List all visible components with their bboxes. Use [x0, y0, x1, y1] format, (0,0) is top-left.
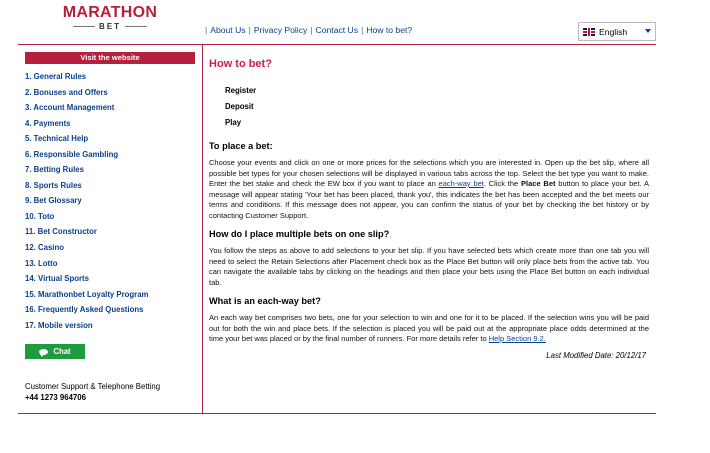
footer-divider — [18, 413, 656, 414]
chat-button[interactable] — [25, 344, 85, 359]
chevron-down-icon — [645, 29, 651, 33]
last-modified-date: Last Modified Date: 20/12/17 — [546, 350, 646, 360]
chat-bubble-icon — [39, 349, 48, 355]
support-label: Customer Support & Telephone Betting — [25, 382, 161, 392]
nav-privacy-policy[interactable]: Privacy Policy — [253, 25, 308, 35]
section-title-multiple-bets: How do I place multiple bets on one slip? — [209, 229, 390, 239]
each-way-bet-link[interactable]: each-way bet — [438, 179, 484, 188]
logo-bar-left — [73, 26, 95, 27]
marathonbet-logo[interactable] — [60, 5, 160, 33]
nav-how-to-bet[interactable]: How to bet? — [366, 25, 413, 35]
support-phone: +44 1273 964706 — [25, 393, 86, 403]
menu-bonuses-offers[interactable]: 2. Bonuses and Offers — [25, 87, 108, 97]
logo-bar-right — [125, 26, 147, 27]
menu-responsible-gambling[interactable]: 6. Responsible Gambling — [25, 149, 119, 159]
menu-betting-rules[interactable]: 7. Betting Rules — [25, 165, 84, 175]
section-text-multiple-bets: You follow the steps as above to add selections to your bet slip. If you have selected bets which create more than one tab you will need to select the Retain Selections after Placement check box as the Place Bet button will only place bets from the active tab. You can navigate the available tabs by clicking on the headings and then place your bets using the Place Bet button on each individual tab. — [209, 246, 649, 287]
section-text-place-bet: Choose your events and click on one or more prices for the selections which you are interested in. Open up the bet slip, where all possible bet types for your chosen selections will be displayed in various tabs across the top. Select the bet type you want to make. Enter the bet stake and check the EW box if you want to place an each-way bet. Click the Place Bet button to place your bet. A message will appear stating 'Your bet has been placed, thank you', this indicates the bet has been accepted and the bet meets our terms and conditions. If this message does not appear, you can confirm the status of your bet by checking the bet history or by contacting Customer Support. — [209, 158, 650, 220]
menu-toto[interactable]: 10. Toto — [25, 211, 55, 221]
help-section-link[interactable]: Help Section 9.2. — [488, 334, 546, 343]
sublink-play[interactable]: Play — [225, 118, 242, 127]
language-selected: English — [599, 26, 628, 37]
logo-subline — [60, 22, 160, 31]
column-divider — [202, 44, 203, 414]
logo-bet-text: BET — [99, 22, 121, 31]
nav-about-us[interactable]: About Us — [210, 25, 246, 35]
section-title-each-way: What is an each-way bet? — [209, 296, 321, 306]
menu-lotto[interactable]: 13. Lotto — [25, 258, 58, 268]
sidebar — [25, 52, 195, 403]
page-title: How to bet? — [209, 58, 272, 70]
visit-website-button[interactable]: Visit the website — [25, 52, 195, 64]
uk-flag-icon — [583, 28, 595, 36]
logo-wordmark: MARATHON — [62, 4, 158, 21]
menu-virtual-sports[interactable]: 14. Virtual Sports — [25, 274, 89, 284]
menu-technical-help[interactable]: 5. Technical Help — [25, 134, 89, 144]
section-title-place-bet: To place a bet: — [209, 141, 273, 151]
sublink-deposit[interactable]: Deposit — [225, 102, 254, 111]
menu-casino[interactable]: 12. Casino — [25, 243, 64, 253]
language-select[interactable] — [578, 22, 656, 41]
menu-payments[interactable]: 4. Payments — [25, 118, 71, 128]
section-text-each-way: An each way bet comprises two bets, one for your selection to win and one for it to be placed. If the selection wins you will be paid out for both the win and place bets. If the selection is placed you will be paid out at the appropriate place odds determined at the time your bet was placed or by the final number of runners. For more details refer to Help Section 9.2. — [209, 313, 649, 343]
menu-faq[interactable]: 16. Frequently Asked Questions — [25, 305, 144, 315]
menu-mobile-version[interactable]: 17. Mobile version — [25, 320, 93, 330]
chat-label: Chat — [53, 347, 71, 357]
main-content — [209, 58, 649, 360]
menu-bet-glossary[interactable]: 9. Bet Glossary — [25, 196, 82, 206]
menu-account-management[interactable]: 3. Account Management — [25, 103, 115, 113]
help-menu — [25, 71, 195, 335]
top-navigation: | About Us | Privacy Policy | Contact Us | How to bet? — [205, 25, 413, 35]
menu-general-rules[interactable]: 1. General Rules — [25, 72, 87, 81]
header-divider — [18, 44, 656, 45]
menu-loyalty-program[interactable]: 15. Marathonbet Loyalty Program — [25, 289, 149, 299]
sublink-register[interactable]: Register — [225, 86, 257, 95]
nav-contact-us[interactable]: Contact Us — [315, 25, 359, 35]
menu-sports-rules[interactable]: 8. Sports Rules — [25, 180, 82, 190]
how-to-bet-sublinks — [225, 85, 649, 133]
menu-bet-constructor[interactable]: 11. Bet Constructor — [25, 227, 97, 237]
